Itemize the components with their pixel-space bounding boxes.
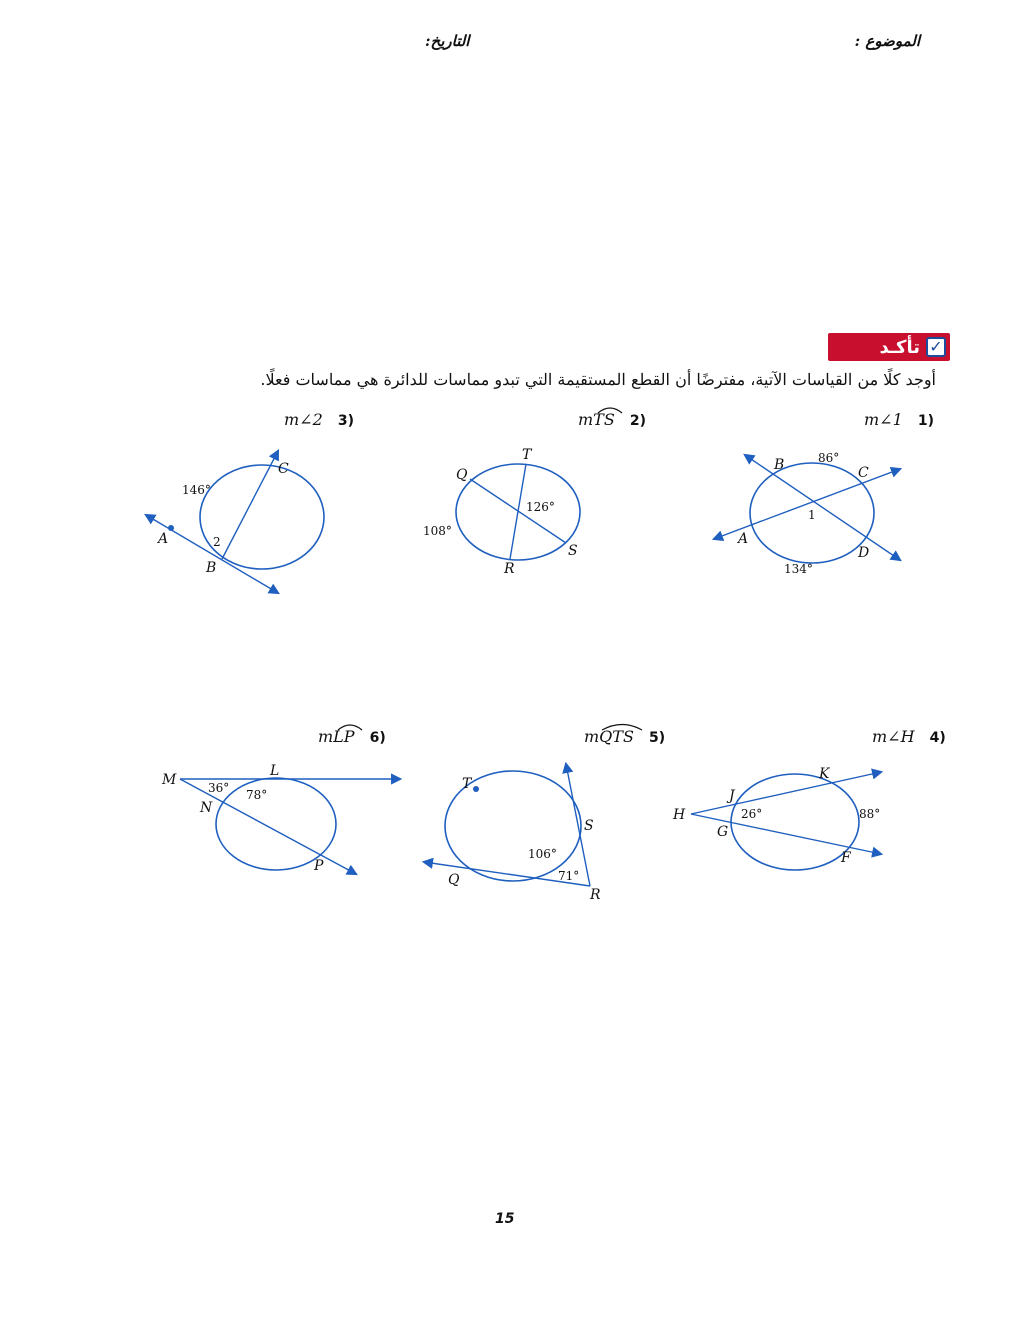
page-number: 15 (495, 1211, 515, 1227)
figure-6-diagram (158, 762, 408, 882)
point-l-label: L (270, 763, 280, 779)
figure-5-diagram (418, 758, 618, 903)
figure-4-diagram (665, 762, 895, 877)
figure-1-diagram (700, 445, 920, 585)
question-6-number: 6) (369, 730, 386, 746)
question-4-number: 4) (929, 730, 946, 746)
question-5-number: 5) (649, 730, 666, 746)
arc-small-value: 26° (741, 807, 763, 821)
point-r-label: R (590, 887, 601, 903)
question-1-label (864, 410, 934, 429)
question-1-expression: m∠1 (864, 410, 903, 429)
section-badge (828, 333, 950, 361)
subject-label: الموضوع : (854, 32, 920, 50)
point-n-label: N (200, 800, 213, 816)
question-6-expression: mLP (318, 727, 355, 746)
question-3-label (284, 410, 354, 429)
point-f-label: F (841, 850, 851, 866)
point-c-label: C (278, 461, 289, 477)
checkmark-icon: ✓ (926, 337, 946, 357)
angle-value: 71° (558, 869, 580, 883)
figure-3-diagram (138, 445, 338, 600)
question-4-expression: m∠H (872, 727, 915, 746)
angle-value: 126° (526, 500, 555, 514)
circle-shape (216, 778, 336, 870)
point-t-label: T (522, 447, 532, 463)
arc-bottom-value: 134° (784, 562, 813, 576)
point-q-label: Q (456, 467, 468, 483)
point-a-label: A (738, 531, 749, 547)
point-q-label: Q (448, 872, 460, 888)
figure-2-diagram (418, 445, 598, 580)
secant-line-ac (714, 469, 900, 539)
secant-line-mp (180, 779, 356, 874)
point-j-label: J (729, 788, 735, 804)
point-h-label: H (673, 807, 686, 823)
question-2-expression: mTS (578, 410, 615, 429)
arc-value: 146° (182, 483, 211, 497)
point-c-label: C (858, 465, 869, 481)
point-m-label: M (162, 772, 177, 788)
point-a-label: A (158, 531, 169, 547)
arc-left-value: 108° (423, 524, 452, 538)
angle-1-label: 1 (808, 508, 816, 522)
point-b-label: B (206, 560, 217, 576)
arc-value: 106° (528, 847, 557, 861)
point-b-label: B (774, 457, 785, 473)
chord-tr (510, 464, 526, 559)
question-3-number: 3) (337, 413, 354, 429)
question-3-expression: m∠2 (284, 410, 323, 429)
point-r-label: R (504, 561, 515, 577)
point-d-label: D (858, 545, 870, 561)
arc-value: 78° (246, 788, 268, 802)
badge-label: تأكـد (879, 336, 920, 358)
arc-large-value: 88° (859, 807, 881, 821)
point-s-label: S (584, 818, 594, 834)
point-g-label: G (717, 824, 729, 840)
angle-2-label: 2 (213, 535, 221, 549)
arc-mark-icon (600, 721, 644, 731)
secant-line-bd (745, 455, 900, 560)
instruction-text: أوجد كلًا من القياسات الآتية، مفترضًا أن القطع المستقيمة التي تبدو مماسات للدائرة هي مماسات فعلًا. (260, 370, 936, 389)
point-p-label: P (314, 858, 324, 874)
circle-shape (731, 774, 859, 870)
date-label: التاريخ: (425, 32, 470, 50)
arc-top-value: 86° (818, 451, 840, 465)
secant-line-bc (222, 451, 278, 559)
question-4-label (872, 727, 946, 746)
point-t-label: T (462, 776, 472, 792)
arc-mark-icon (596, 404, 624, 414)
question-5-expression: mQTS (584, 727, 634, 746)
point-t-dot (473, 786, 479, 792)
point-a-dot (168, 525, 174, 531)
question-2-number: 2) (629, 413, 647, 429)
point-s-label: S (568, 543, 578, 559)
arc-mark-icon (336, 721, 364, 731)
point-k-label: K (819, 766, 830, 782)
angle-value: 36° (208, 781, 230, 795)
question-1-number: 1) (917, 413, 934, 429)
secant-line-hk (691, 772, 881, 814)
tangent-line (146, 515, 278, 593)
